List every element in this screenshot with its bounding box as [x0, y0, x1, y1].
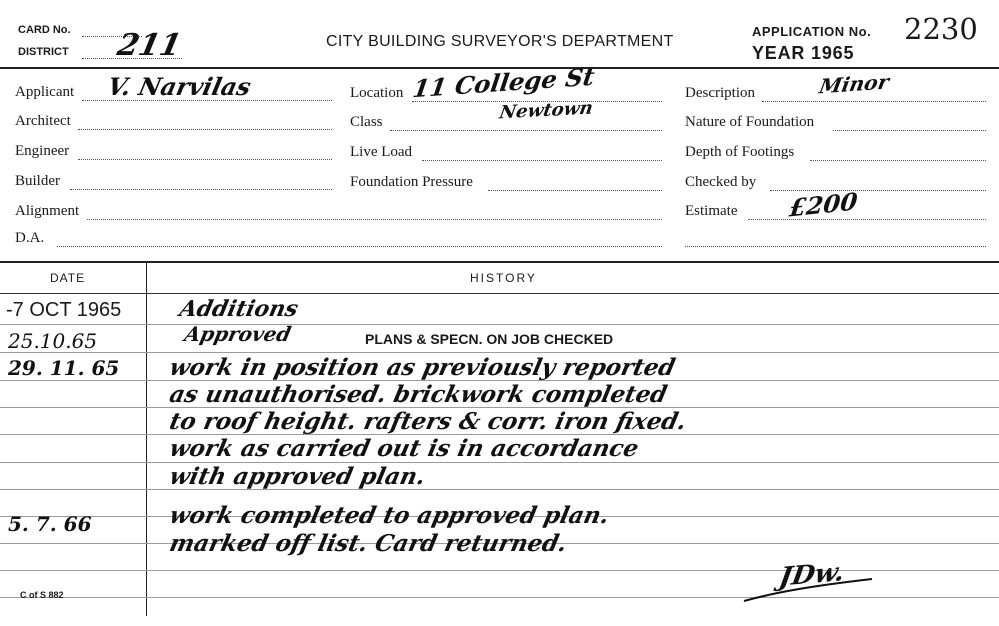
note-1: Additions — [177, 296, 301, 322]
da-label: D.A. — [15, 230, 45, 246]
estimate-label: Estimate — [685, 203, 738, 219]
card-no-label: CARD No. — [18, 24, 71, 36]
note-3-line-3: to roof height. rafters & corr. iron fixed. — [167, 408, 689, 435]
history-header: HISTORY — [470, 271, 537, 285]
note-4-line-2: marked off list. Card returned. — [167, 530, 570, 557]
date-4: 5. 7. 66 — [8, 512, 92, 536]
class-label: Class — [350, 114, 383, 130]
live-load-label: Live Load — [350, 144, 413, 160]
application-no: 2230 — [904, 12, 978, 46]
district-label: DISTRICT — [18, 46, 69, 58]
note-3-line-1: work in position as previously reported — [167, 354, 678, 381]
district-value: 211 — [114, 28, 185, 63]
applicant-label: Applicant — [15, 84, 75, 100]
foundation-pressure-label: Foundation Pressure — [350, 174, 473, 190]
location-label: Location — [350, 85, 404, 101]
note-2-handwritten: Approved — [182, 322, 294, 346]
description-label: Description — [685, 85, 755, 101]
engineer-label: Engineer — [15, 143, 70, 159]
builder-label: Builder — [15, 173, 60, 189]
depth-of-footings-label: Depth of Footings — [685, 144, 795, 160]
application-no-label: APPLICATION No. — [752, 24, 872, 39]
department-title: CITY BUILDING SURVEYOR'S DEPARTMENT — [326, 33, 674, 50]
table-top-rule — [0, 261, 999, 263]
year: YEAR 1965 — [752, 43, 855, 63]
note-3-line-2: as unauthorised. brickwork completed — [167, 381, 670, 408]
note-4-line-1: work completed to approved plan. — [167, 502, 612, 529]
architect-label: Architect — [15, 113, 71, 129]
date-column-divider — [146, 263, 147, 616]
location-value: 11 College St — [410, 61, 597, 104]
stamp-plans-checked: PLANS & SPECN. ON JOB CHECKED — [365, 331, 614, 347]
signature-flourish — [740, 575, 880, 605]
nature-of-foundation-label: Nature of Foundation — [685, 114, 815, 130]
location-suburb: Newtown — [497, 97, 595, 124]
description-value: Minor — [817, 69, 891, 99]
note-3-line-4: work as carried out is in accordance — [167, 435, 642, 462]
applicant-value: V. Narvilas — [104, 72, 254, 101]
date-2: 25.10.65 — [8, 329, 98, 353]
note-3-line-5: with approved plan. — [167, 463, 428, 490]
alignment-label: Alignment — [15, 203, 80, 219]
inspector-initials: JDw. — [777, 557, 847, 593]
estimate-value: £200 — [787, 186, 859, 223]
date-1: -7 OCT 1965 — [6, 299, 122, 321]
date-header: DATE — [50, 271, 86, 285]
form-code: C of S 882 — [20, 590, 64, 600]
date-3: 29. 11. 65 — [8, 356, 120, 380]
checked-by-label: Checked by — [685, 174, 757, 190]
